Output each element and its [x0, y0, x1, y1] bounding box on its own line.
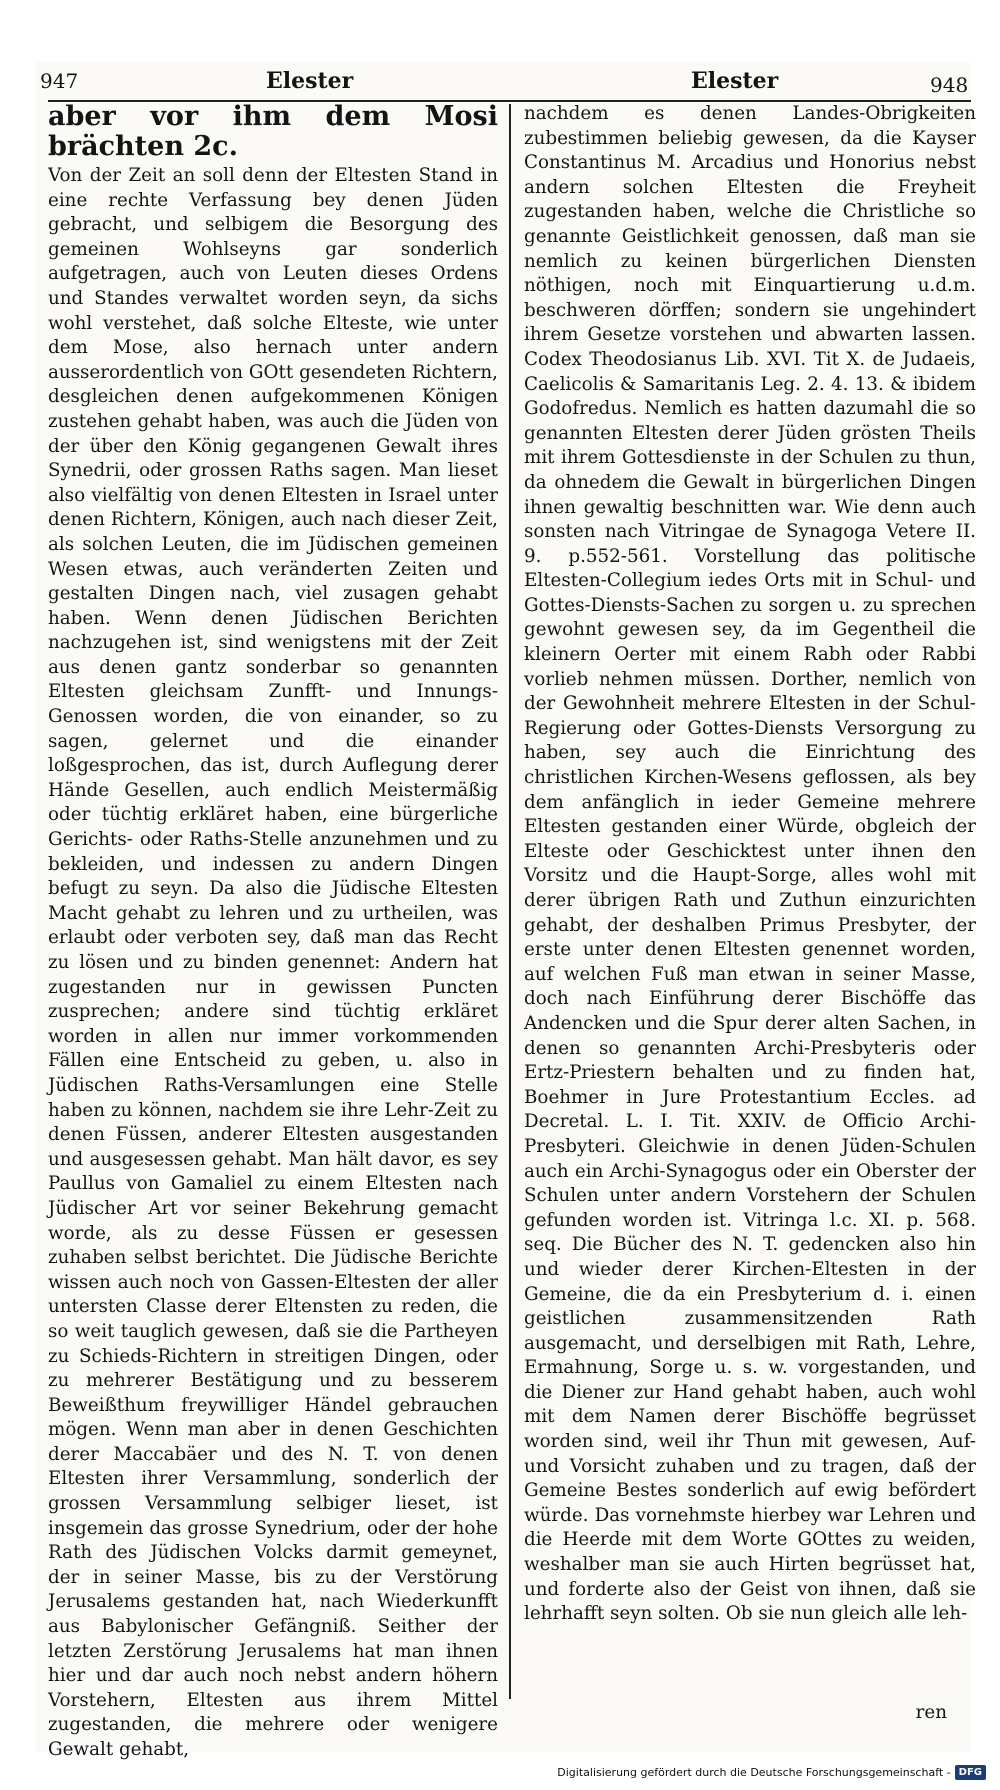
left-column-lead: aber vor ihm dem Mosi brächten 2c. [48, 101, 498, 162]
left-column [48, 101, 506, 1760]
left-running-title: Elester [266, 68, 354, 94]
left-page-number: 947 [40, 69, 79, 93]
digitization-credit [557, 1765, 986, 1780]
left-column-text: Von der Zeit an soll denn der Eltesten Stand in eine rechte Verfassung bey denen Jüden gebracht, und selbigem die Besorgung des gemeinen Wohlseyns gar sonderlich aufgetragen, auch von Leuten dieses Ordens und Standes verwaltet worden seyn, da sichs wohl verstehet, daß solche Elteste, wie unter dem Mose, also hernach unter andern ausserordentlich von GOtt gesendeten Richtern, desgleichen denen aufgekommenen Königen zustehen gehabt haben, was auch die Jüden von der über den König gegangenen Gewalt ihres Synedrii, oder grossen Raths sagen. Man lieset also vielfältig von denen Eltesten in Israel unter denen Richtern, Königen, auch nach dieser Zeit, als solchen Leuten, die im Jüdischen gemeinen Wesen etwas, auch veränderten Zeiten und gestalten Dingen nach, viel zusagen gehabt haben. Wenn denen Jüdischen Berichten nachzugehen ist, sind wenigstens mit der Zeit aus denen gantz sonderbar so genannten Eltesten gleichsam Zunfft- und Innungs-Genossen worden, die von einander, so zu sagen, gelernet und die einander loßgesprochen, das ist, durch Auflegung derer Hände Gesellen, auch endlich Meistermäßig oder tüchtig erkläret haben, eine bürgerliche Gerichts- oder Raths-Stelle anzunehmen und zu bekleiden, und indessen zu andern Dingen befugt zu seyn. Da also die Jüdische Eltesten Macht gehabt zu lehren und zu urtheilen, was erlaubt oder verboten sey, daß man das Recht zu lösen und zu binden genennet: Andern hat zugestanden nur in gewissen Puncten zusprechen; andere sind tüchtig erkläret worden in allen nur immer vorkommenden Fällen eine Entscheid zu geben, u. also in Jüdischen Raths-Versamlungen eine Stelle haben zu können, nachdem sie ihre Lehr-Zeit zu denen Füssen, anderer Eltesten ausgestanden und ausgesessen gehabt. Man hält davor, es sey Paullus von Gamaliel zu einem Eltesten nach Jüdischer Art vor seiner Bekehrung gemacht worde, als zu desse Füssen er gesessen zuhaben selbst berichtet. Die Jüdische Berichte wissen auch noch von Gassen-Eltesten der aller untersten Classe derer Eltensten zu reden, die so weit tauglich gewesen, daß sie die Partheyen zu Schieds-Richtern in streitigen Dingen, oder zu mehrerer Bestätigung und zu besserem Beweißthum freywilliger Händel gebrauchen mögen. Wenn man aber in denen Geschichten derer Maccabäer und des N. T. von denen Eltesten ihrer Versammlung, sonderlich der grossen Versammlung selbiger lieset, ist insgemein das grosse Synedrium, oder der hohe Rath des Jüdischen Volcks darmit gemeynet, der in seiner Masse, bis zu der Verstörung Jerusalems gestanden hat, nach Wiederkunfft aus Babylonischer Gefängniß. Seither der letzten Zerstörung Jerusalems hat man ihnen hier und dar auch noch nebst andern höhern Vorstehern, Eltesten aus ihrem Mittel zugestanden, die mehrere oder wenigere Gewalt gehabt, [48, 165, 498, 1760]
right-column [516, 102, 976, 1667]
right-page-number: 948 [930, 73, 969, 97]
credit-text: Digitalisierung gefördert durch die Deutsche Forschungsgemeinschaft - [557, 1766, 951, 1779]
right-column-text: nachdem es denen Landes-Obrigkeiten zubestimmen beliebig gewesen, da die Kayser Constantinus M. Arcadius und Honorius nebst andern solchen Eltesten die Freyheit zugestanden haben, welche die Christliche so genannte Geistlichkeit genossen, daß man sie nemlich zu keinen bürgerlichen Diensten nöthigen, noch mit Einquartierung u.d.m. beschweren dörffen; sondern sie ungehindert ihrem Gesetze vorstehen und abwarten lassen. Codex Theodosianus Lib. XVI. Tit X. de Judaeis, Caelicolis & Samaritanis Leg. 2. 4. 13. & ibidem Godofredus. Nemlich es hatten dazumahl die so genannten Eltesten derer Jüden grösten Theils mit ihrem Gottesdienste in der Schulen zu thun, da ohnedem die Gewalt in bürgerlichen Dingen ihnen gewaltig beschnitten war. Wie denn auch sonsten nach Vitringae de Synagoga Vetere II. 9. p.552-561. Vorstellung das politische Eltesten-Collegium iedes Orts mit in Schul- und Gottes-Diensts-Sachen zu sorgen u. zu sprechen gewohnt gewesen sey, da im Gegentheil die kleinern Oerter mit einem Rabh oder Rabbi vorlieb nehmen müssen. Dorther, nemlich von der Gewohnheit mehrere Eltesten in der Schul-Regierung oder Gottes-Diensts Versorgung zu haben, sey auch die Einrichtung des christlichen Kirchen-Wesens geflossen, als bey dem anfänglich in ieder Gemeine mehrere Eltesten gestanden einer Würde, obgleich der Elteste oder Geschicktest unter ihnen den Vorsitz und die Haupt-Sorge, alles wohl mit derer übrigen Rath und Zuthun einzurichten gehabt, der deshalben Primus Presbyter, der erste unter denen Eltesten genennet worden, auf welchen Fuß man etwan in seiner Masse, doch nach Einführung derer Bischöffe das Andencken und die Spur derer alten Sachen, in denen so genannten Archi-Presbyteris oder Ertz-Priestern behalten und zu finden hat, Boehmer in Jure Protestantium Eccles. ad Decretal. L. I. Tit. XXIV. de Officio Archi-Presbyteri. Gleichwie in denen Jüden-Schulen auch ein Archi-Synagogus oder ein Oberster der Schulen unter andern Vorstehern der Schulen gefunden worden ist. Vitringa l.c. XI. p. 568. seq. Die Bücher des N. T. gedencken also hin und wieder derer Kirchen-Eltesten in der Gemeine, die da ein Presbyterium d. i. einen geistlichen zusammensitzenden Rath ausgemacht, und derselbigen mit Rath, Lehre, Ermahnung, Sorge u. s. w. vorgestanden, und die Diener zur Hand gehabt haben, auch wohl mit dem Namen derer Bischöffe begrüsset worden sind, weil ihr Thun mit gewesen, Auf- und Vorsicht zuhaben und zu tragen, daß der Gemeine Bestes sonderlich auf ewig befördert würde. Das vornehmste hierbey war Lehren und die Heerde mit dem Worte GOttes zu weiden, weshalber man sie auch Hirten begrüsset hat, und forderte also der Geist von ihnen, daß sie lehrhafft seyn solten. Ob sie nun gleich alle leh- [524, 103, 976, 1625]
right-running-title: Elester [691, 68, 779, 94]
column-divider [509, 104, 511, 1699]
dfg-logo: DFG [955, 1765, 986, 1780]
book-page [36, 62, 976, 1760]
catchword: ren [915, 1702, 947, 1723]
